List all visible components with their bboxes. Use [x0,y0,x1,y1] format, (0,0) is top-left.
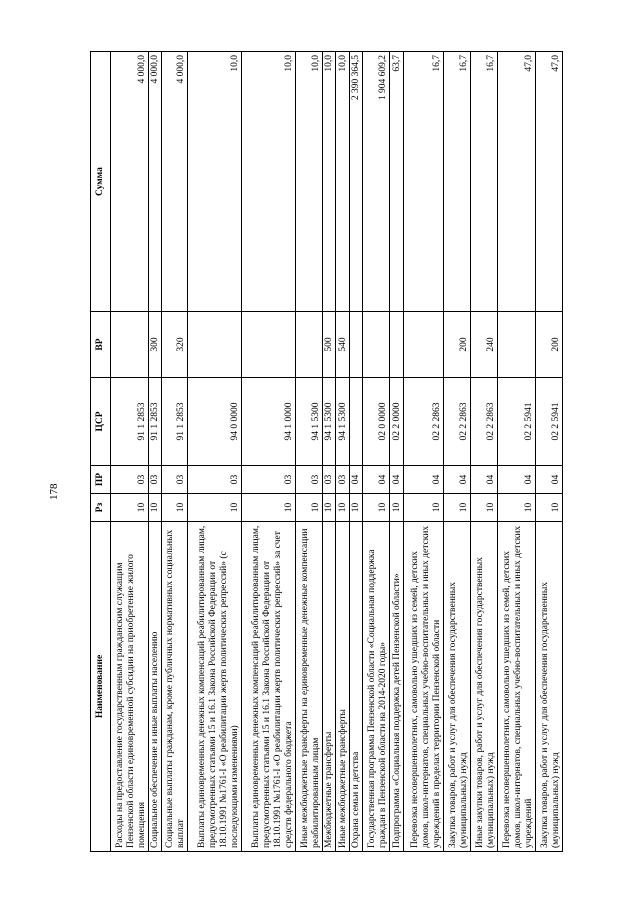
cell-pr: 03 [336,466,349,494]
cell-vr: 320 [162,312,188,378]
cell-pr: 04 [349,466,362,494]
header-csr: ЦСР [91,378,111,466]
table-row [241,52,295,852]
cell-csr: 91 1 2853 [162,378,188,466]
cell-vr: 200 [444,312,471,378]
cell-vr [111,312,149,378]
cell-sum: 4 000,0 [148,52,161,312]
cell-vr [349,312,362,378]
cell-pr: 04 [535,466,562,494]
cell-name: Иные закупки товаров, работ и услуг для обеспечения государственных (муниципальных) нужд [471,522,498,852]
cell-vr [363,312,390,378]
cell-sum: 4 000,0 [111,52,149,312]
cell-pr: 03 [188,466,242,494]
table-header-row [91,52,111,852]
cell-vr [188,312,242,378]
cell-pr: 04 [363,466,390,494]
cell-rz: 10 [497,494,535,522]
header-name: Наименование [91,522,111,852]
header-rz: Рз [91,494,111,522]
cell-csr: 94 1 0000 [241,378,295,466]
cell-rz: 10 [403,494,443,522]
cell-pr: 04 [403,466,443,494]
table-row [444,52,471,852]
cell-sum: 10,0 [241,52,295,312]
cell-sum: 10,0 [322,52,335,312]
cell-vr [403,312,443,378]
table-row [148,52,161,852]
page-number: 178 [48,483,60,500]
cell-name: Перевозка несовершеннолетних, самовольно ушедших из семей, детских домов, школ-интернатов, специальных учебно-воспитательных и иных детских учреждений в пределах территории Пензенской области [403,522,443,852]
cell-csr [349,378,362,466]
cell-rz: 10 [535,494,562,522]
cell-vr: 300 [148,312,161,378]
cell-pr: 04 [471,466,498,494]
cell-csr: 94 1 5300 [295,378,322,466]
cell-vr [295,312,322,378]
cell-csr: 02 2 2863 [403,378,443,466]
cell-rz: 10 [444,494,471,522]
cell-name: Социальные выплаты гражданам, кроме публичных нормативных социальных выплат [162,522,188,852]
cell-pr: 04 [390,466,403,494]
table-row [535,52,562,852]
table-row [363,52,390,852]
table-row [497,52,535,852]
table-row [295,52,322,852]
cell-pr: 03 [148,466,161,494]
table-row [403,52,443,852]
cell-name: Закупка товаров, работ и услуг для обеспечения государственных (муниципальных) нужд [535,522,562,852]
cell-rz: 10 [471,494,498,522]
cell-sum: 47,0 [535,52,562,312]
header-sum: Сумма [91,52,111,312]
cell-name: Расходы на предоставление государственным гражданским служащим Пензенской области единовременной субсидии на приобретение жилого помещения [111,522,149,852]
header-pr: ПР [91,466,111,494]
cell-vr: 500 [322,312,335,378]
cell-rz: 10 [295,494,322,522]
cell-sum: 4 000,0 [162,52,188,312]
cell-csr: 91 1 2853 [148,378,161,466]
cell-pr: 03 [111,466,149,494]
cell-rz: 10 [390,494,403,522]
cell-vr [241,312,295,378]
cell-csr: 91 1 2853 [111,378,149,466]
cell-sum: 10,0 [336,52,349,312]
cell-pr: 03 [322,466,335,494]
cell-csr: 02 2 5941 [535,378,562,466]
cell-rz: 10 [241,494,295,522]
cell-vr: 540 [336,312,349,378]
cell-csr: 94 1 5300 [322,378,335,466]
table-row [336,52,349,852]
cell-sum: 10,0 [295,52,322,312]
cell-rz: 10 [148,494,161,522]
cell-sum: 1 904 609,2 [363,52,390,312]
cell-rz: 10 [162,494,188,522]
cell-rz: 10 [111,494,149,522]
cell-vr: 240 [471,312,498,378]
cell-sum: 63,7 [390,52,403,312]
cell-rz: 10 [349,494,362,522]
cell-pr: 03 [295,466,322,494]
cell-csr: 94 1 5300 [336,378,349,466]
cell-pr: 03 [162,466,188,494]
cell-rz: 10 [363,494,390,522]
cell-name: Государственная программа Пензенской области «Социальная поддержка граждан в Пензенской области на 2014-2020 годы» [363,522,390,852]
cell-name: Социальное обеспечение и иные выплаты населению [148,522,161,852]
cell-csr: 02 2 2863 [471,378,498,466]
table-row [322,52,335,852]
cell-csr: 02 0 0000 [363,378,390,466]
table-row [111,52,149,852]
table-row [349,52,362,852]
cell-name: Подпрограмма «Социальная поддержка детей Пензенской области» [390,522,403,852]
cell-csr: 02 2 5941 [497,378,535,466]
cell-name: Иные межбюджетные трансферты [336,522,349,852]
cell-sum: 16,7 [444,52,471,312]
cell-name: Перевозка несовершеннолетних, самовольно ушедших из семей, детских домов, школ-интернатов, специальных учебно-воспитательных и иных детских учреждений [497,522,535,852]
cell-name: Иные межбюджетные трансферты на единовременные денежные компенсации реабилитированным лицам [295,522,322,852]
cell-pr: 03 [241,466,295,494]
cell-sum: 16,7 [403,52,443,312]
budget-table-container [90,52,563,852]
table-row [162,52,188,852]
cell-name: Межбюджетные трансферты [322,522,335,852]
cell-csr: 02 2 2863 [444,378,471,466]
cell-vr: 200 [535,312,562,378]
cell-csr: 02 2 0000 [390,378,403,466]
budget-table [90,51,563,852]
cell-name: Охрана семьи и детства [349,522,362,852]
table-row [390,52,403,852]
cell-sum: 47,0 [497,52,535,312]
cell-name: Выплаты единовременных денежных компенсаций реабилитированным лицам, предусмотренных статьями 15 и 16.1 Закона Российской Федерации от 18.10.1991 №1761-I «О реабилитации жертв политических репрессий» (с последующими изменениями) [188,522,242,852]
cell-name: Выплаты единовременных денежных компенсаций реабилитированным лицам, предусмотренных статьями 15 и 16.1 Закона Российской Федерации от 18.10.1991 №1761-I «О реабилитации жертв политических репрессий» за счет средств федерального бюджета [241,522,295,852]
cell-rz: 10 [322,494,335,522]
table-row [471,52,498,852]
cell-rz: 10 [188,494,242,522]
header-vr: ВР [91,312,111,378]
cell-vr [497,312,535,378]
cell-sum: 16,7 [471,52,498,312]
cell-pr: 04 [497,466,535,494]
cell-name: Закупка товаров, работ и услуг для обеспечения государственных (муниципальных) нужд [444,522,471,852]
cell-sum: 10,0 [188,52,242,312]
cell-csr: 94 0 0000 [188,378,242,466]
cell-vr [390,312,403,378]
table-row [188,52,242,852]
cell-rz: 10 [336,494,349,522]
cell-pr: 04 [444,466,471,494]
cell-sum: 2 390 364,5 [349,52,362,312]
